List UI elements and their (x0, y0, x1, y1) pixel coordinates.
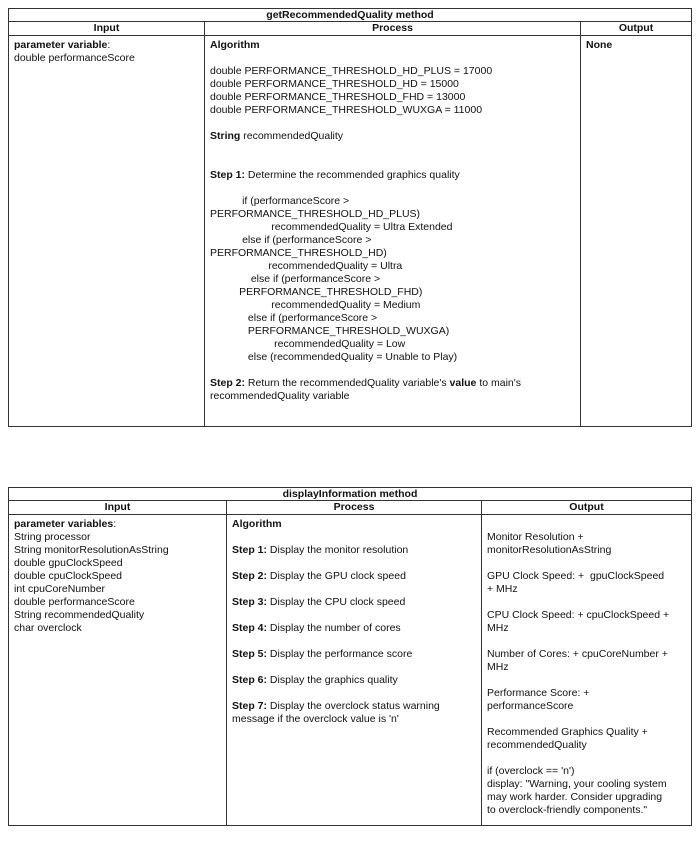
output-header: Output (581, 22, 692, 36)
code-line: recommendedQuality = Ultra Extended (210, 221, 453, 233)
table-title: getRecommendedQuality method (9, 9, 692, 22)
output-line: Monitor Resolution + (487, 531, 584, 543)
code-line: PERFORMANCE_THRESHOLD_HD) (210, 247, 387, 259)
step-5 (232, 648, 476, 661)
step-label: Step 2: (210, 377, 246, 389)
output-line: + MHz (487, 583, 518, 595)
input-param: String monitorResolutionAsString (14, 544, 169, 556)
step-text: to main's (476, 377, 522, 389)
input-header: Input (9, 22, 205, 36)
step-label: Step 5: (232, 648, 268, 660)
string-keyword: String (210, 130, 241, 142)
code-line: recommendedQuality = Ultra (210, 260, 403, 272)
input-param: double cpuClockSpeed (14, 570, 122, 582)
step-label: Step 1: (232, 544, 268, 556)
output-header: Output (482, 501, 692, 515)
step-1 (210, 169, 575, 182)
input-param: double performanceScore (14, 596, 135, 608)
output-line: performanceScore (487, 700, 574, 712)
input-cell (9, 36, 205, 427)
step-label: Step 1: (210, 169, 246, 181)
code-line: else if (performanceScore > (210, 234, 372, 246)
process-cell (227, 515, 482, 826)
process-header: Process (227, 501, 482, 515)
step-2 (210, 377, 575, 390)
step-text: Display the overclock status warning (267, 700, 440, 712)
process-cell (205, 36, 581, 427)
input-param: double performanceScore (14, 52, 135, 64)
step-7-cont: message if the overclock value is 'n' (232, 713, 399, 725)
step-value-word: value (449, 377, 477, 389)
step-text: Display the number of cores (267, 622, 401, 634)
input-param: char overclock (14, 622, 82, 634)
step-3 (232, 596, 476, 609)
display-information-table (8, 487, 692, 826)
output-line: CPU Clock Speed: + cpuClockSpeed + (487, 609, 670, 621)
algorithm-heading: Algorithm (210, 39, 260, 51)
step-label: Step 3: (232, 596, 268, 608)
step-2-cont: recommendedQuality variable (210, 390, 350, 402)
output-line: recommendedQuality (487, 739, 587, 751)
code-line: recommendedQuality = Medium (210, 299, 421, 311)
step-text: Display the graphics quality (267, 674, 398, 686)
step-6 (232, 674, 476, 687)
step-label: Step 2: (232, 570, 268, 582)
input-cell (9, 515, 227, 826)
code-line: recommendedQuality = Low (210, 338, 406, 350)
step-text: Display the monitor resolution (267, 544, 409, 556)
algorithm-heading: Algorithm (232, 518, 282, 530)
output-cell (482, 515, 692, 826)
step-1 (232, 544, 476, 557)
string-variable: recommendedQuality (240, 130, 344, 142)
output-line: display: "Warning, your cooling system (487, 778, 667, 790)
output-line: Recommended Graphics Quality + (487, 726, 648, 738)
get-recommended-quality-table (8, 8, 692, 427)
constant-line: double PERFORMANCE_THRESHOLD_HD_PLUS = 17000 (210, 65, 493, 77)
code-line: else (recommendedQuality = Unable to Play) (210, 351, 458, 363)
input-param: double gpuClockSpeed (14, 557, 123, 569)
input-header: Input (9, 501, 227, 515)
input-colon: : (107, 39, 111, 51)
code-line: if (performanceScore > (210, 195, 350, 207)
string-declaration (210, 130, 575, 143)
step-text: Display the GPU clock speed (267, 570, 406, 582)
step-label: Step 4: (232, 622, 268, 634)
step-text: Display the CPU clock speed (267, 596, 406, 608)
input-param: int cpuCoreNumber (14, 583, 106, 595)
output-line: if (overclock == 'n') (487, 765, 575, 777)
input-param: String processor (14, 531, 91, 543)
code-line: else if (performanceScore > (210, 312, 378, 324)
output-line: Performance Score: + (487, 687, 590, 699)
step-text: Return the recommendedQuality variable's (245, 377, 450, 389)
step-7 (232, 700, 476, 713)
output-line: GPU Clock Speed: + gpuClockSpeed (487, 570, 665, 582)
constant-line: double PERFORMANCE_THRESHOLD_WUXGA = 11000 (210, 104, 483, 116)
output-cell (581, 36, 692, 427)
code-line: PERFORMANCE_THRESHOLD_HD_PLUS) (210, 208, 421, 220)
code-line: PERFORMANCE_THRESHOLD_FHD) (210, 286, 423, 298)
step-4 (232, 622, 476, 635)
input-param: String recommendedQuality (14, 609, 145, 621)
input-label: parameter variable (14, 39, 108, 51)
output-line: may work harder. Consider upgrading (487, 791, 663, 803)
input-label: parameter variables (14, 518, 114, 530)
input-colon: : (113, 518, 117, 530)
step-label: Step 7: (232, 700, 268, 712)
step-text: Display the performance score (267, 648, 413, 660)
constant-line: double PERFORMANCE_THRESHOLD_HD = 15000 (210, 78, 459, 90)
output-line: to overclock-friendly components." (487, 804, 648, 816)
output-line: MHz (487, 622, 509, 634)
output-line: MHz (487, 661, 509, 673)
output-line: monitorResolutionAsString (487, 544, 612, 556)
step-2 (232, 570, 476, 583)
output-line: Number of Cores: + cpuCoreNumber + (487, 648, 668, 660)
step-text: Determine the recommended graphics quality (245, 169, 460, 181)
process-header: Process (205, 22, 581, 36)
code-line: else if (performanceScore > (210, 273, 381, 285)
table-title: displayInformation method (9, 488, 692, 501)
step-label: Step 6: (232, 674, 268, 686)
output-none: None (586, 39, 613, 51)
constant-line: double PERFORMANCE_THRESHOLD_FHD = 13000 (210, 91, 466, 103)
code-line: PERFORMANCE_THRESHOLD_WUXGA) (210, 325, 450, 337)
